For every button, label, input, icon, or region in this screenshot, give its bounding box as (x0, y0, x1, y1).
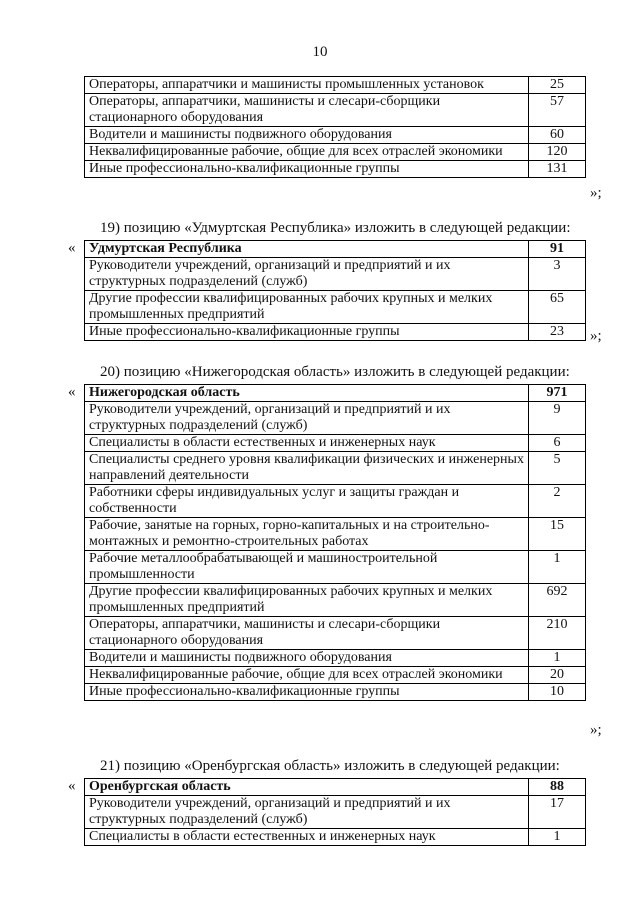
opening-quote-mark: « (68, 778, 76, 794)
table-row (85, 161, 586, 178)
row-label: Иные профессионально-квалификационные группы (85, 684, 529, 701)
table-row (85, 324, 586, 341)
closing-quote-mark: »; (590, 185, 602, 201)
row-value: 9 (529, 402, 586, 435)
opening-quote-mark: « (68, 240, 76, 256)
table-header-row (85, 385, 586, 402)
row-label: Рабочие металлообрабатывающей и машиностроительной промышленности (85, 551, 529, 584)
table-row (85, 796, 586, 829)
row-label: Другие профессии квалифицированных рабочих крупных и мелких промышленных предприятий (85, 584, 529, 617)
region-total: 88 (529, 779, 586, 796)
closing-quote-mark: »; (590, 722, 602, 738)
table-row (85, 291, 586, 324)
table-row (85, 485, 586, 518)
row-value: 210 (529, 617, 586, 650)
row-value: 6 (529, 435, 586, 452)
row-label: Руководители учреждений, организаций и предприятий и их структурных подразделений (служб) (85, 402, 529, 435)
table-top-continuation (84, 76, 586, 178)
row-label: Иные профессионально-квалификационные группы (85, 324, 529, 341)
row-label: Работники сферы индивидуальных услуг и защиты граждан и собственности (85, 485, 529, 518)
row-label: Рабочие, занятые на горных, горно-капитальных и на строительно-монтажных и ремонтно-строительных работах (85, 518, 529, 551)
row-label: Операторы, аппаратчики и машинисты промышленных установок (85, 77, 529, 94)
table-row (85, 77, 586, 94)
row-value: 20 (529, 667, 586, 684)
table-row (85, 144, 586, 161)
table-row (85, 402, 586, 435)
row-value: 692 (529, 584, 586, 617)
page-number: 10 (312, 44, 328, 60)
table-row (85, 650, 586, 667)
table-row (85, 94, 586, 127)
table-row (85, 829, 586, 846)
table-row (85, 258, 586, 291)
row-label: Операторы, аппаратчики, машинисты и слесари-сборщики стационарного оборудования (85, 617, 529, 650)
row-value: 10 (529, 684, 586, 701)
table-header-row (85, 241, 586, 258)
opening-quote-mark: « (68, 384, 76, 400)
row-value: 60 (529, 127, 586, 144)
table-header-row (85, 779, 586, 796)
row-value: 1 (529, 551, 586, 584)
row-label: Иные профессионально-квалификационные группы (85, 161, 529, 178)
table-row (85, 435, 586, 452)
table-row (85, 551, 586, 584)
row-value: 25 (529, 77, 586, 94)
row-label: Операторы, аппаратчики, машинисты и слесари-сборщики стационарного оборудования (85, 94, 529, 127)
row-label: Специалисты среднего уровня квалификации физических и инженерных направлений деятельности (85, 452, 529, 485)
row-value: 5 (529, 452, 586, 485)
table-row (85, 684, 586, 701)
row-value: 17 (529, 796, 586, 829)
row-label: Руководители учреждений, организаций и предприятий и их структурных подразделений (служб) (85, 796, 529, 829)
section-19-heading: 19) позицию «Удмуртская Республика» изложить в следующей редакции: (100, 220, 571, 236)
row-label: Специалисты в области естественных и инженерных наук (85, 829, 529, 846)
region-total: 971 (529, 385, 586, 402)
row-label: Руководители учреждений, организаций и предприятий и их структурных подразделений (служб) (85, 258, 529, 291)
section-21-heading: 21) позицию «Оренбургская область» изложить в следующей редакции: (100, 758, 560, 774)
row-value: 1 (529, 650, 586, 667)
table-nizhny (84, 384, 586, 701)
row-label: Неквалифицированные рабочие, общие для всех отраслей экономики (85, 667, 529, 684)
row-value: 120 (529, 144, 586, 161)
closing-quote-mark: »; (590, 328, 602, 344)
region-name: Удмуртская Республика (85, 241, 529, 258)
section-20-heading: 20) позицию «Нижегородская область» изложить в следующей редакции: (100, 364, 570, 380)
table-row (85, 584, 586, 617)
row-label: Неквалифицированные рабочие, общие для всех отраслей экономики (85, 144, 529, 161)
table-row (85, 452, 586, 485)
region-name: Нижегородская область (85, 385, 529, 402)
row-label: Специалисты в области естественных и инженерных наук (85, 435, 529, 452)
region-total: 91 (529, 241, 586, 258)
row-value: 65 (529, 291, 586, 324)
table-row (85, 617, 586, 650)
row-value: 131 (529, 161, 586, 178)
table-row (85, 518, 586, 551)
row-value: 57 (529, 94, 586, 127)
row-value: 23 (529, 324, 586, 341)
row-value: 3 (529, 258, 586, 291)
row-label: Водители и машинисты подвижного оборудования (85, 650, 529, 667)
region-name: Оренбургская область (85, 779, 529, 796)
row-value: 2 (529, 485, 586, 518)
row-value: 15 (529, 518, 586, 551)
table-row (85, 667, 586, 684)
table-row (85, 127, 586, 144)
table-udmurt (84, 240, 586, 341)
row-value: 1 (529, 829, 586, 846)
row-label: Водители и машинисты подвижного оборудования (85, 127, 529, 144)
row-label: Другие профессии квалифицированных рабочих крупных и мелких промышленных предприятий (85, 291, 529, 324)
table-orenburg (84, 778, 586, 846)
